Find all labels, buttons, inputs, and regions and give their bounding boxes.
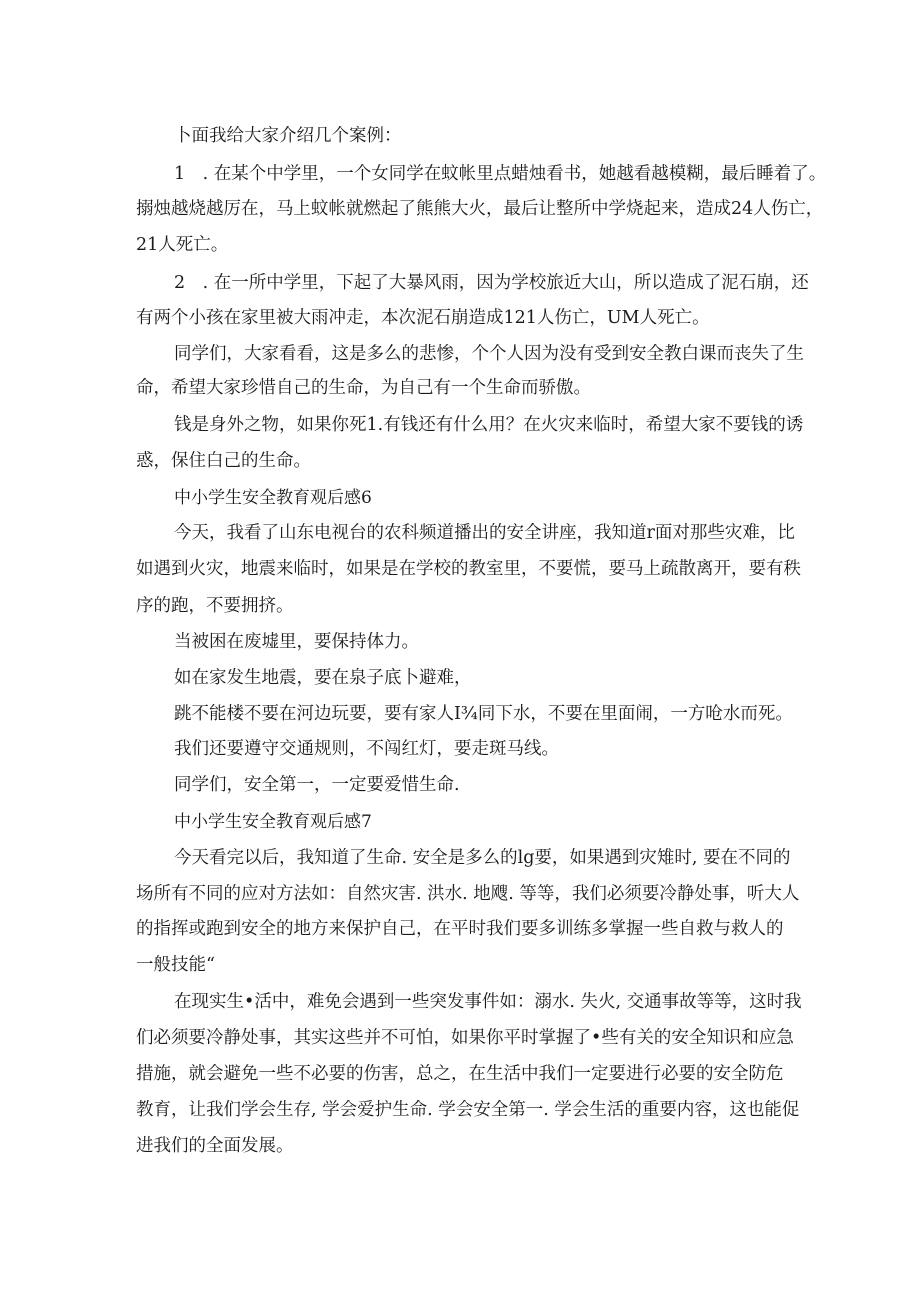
section-heading-6: 中小学生安全教育观后感6 <box>174 488 372 508</box>
reality-line-3: 措施，就会避免一些不必要的伤害，总之，在生活中我们一定要进行必要的安全防危 <box>136 1064 784 1084</box>
tv-line-2: 如遇到火灾，地震来临时，如果是在学校的教室里，不要慌，要马上疏散离开，要有秩 <box>136 559 801 579</box>
reality-line-4: 教育，让我们学会生存, 学会爱护生命. 学会安全第一. 学会生活的重要内容，这也能促 <box>136 1100 800 1120</box>
reality-line-1: 在现实生•活中，难免会遇到一些突发事件如：溺水. 失火, 交通事故等等，这时我 <box>174 992 802 1012</box>
today-line-3: 的指挥或跑到安全的地方来保护自己，在平时我们要多训练多掌握一些自救与救人的 <box>136 919 784 939</box>
money-line-2: 惑，保住白己的生命。 <box>136 451 311 471</box>
river-line: 跳不能楼不要在河边玩要，要有家人I¾同下水，不要在里面闹，一方呛水而死。 <box>174 704 793 724</box>
case1-line-1: 1 . 在某个中学里，一个女同学在蚊帐里点蜡烛看书，她越看越模糊，最后睡着了。 <box>174 164 827 184</box>
safety-class-line-2: 命，希望大家珍惜自己的生命，为自己有一个生命而骄傲。 <box>136 378 591 398</box>
case1-line-2: 搦烛越烧越厉在，马上蚊帐就燃起了熊熊大火，最后让整所中学烧起来，造成24人伤亡， <box>136 199 824 219</box>
tv-line-3: 序的跑，不要拥挤。 <box>136 596 294 616</box>
reality-line-2: 们必须要冷静处事，其实这些并不可怕，如果你平时掌握了•些有关的安全知识和应急 <box>136 1028 794 1048</box>
case2-line-2: 有两个小孩在家里被大雨冲走，本次泥石崩造成121人伤亡，UM人死亡。 <box>136 308 710 328</box>
tv-line-1: 今天，我看了山东电视台的农科频道播出的安全讲座，我知道r面对那些灾难，比 <box>174 523 795 543</box>
ruins-line: 当被困在废墟里，要保持体力。 <box>174 632 419 652</box>
case1-line-3: 21人死亡。 <box>136 235 229 255</box>
traffic-line: 我们还要遵守交通规则，不闯红灯，要走斑马线。 <box>174 739 559 759</box>
reality-line-5: 进我们的全面发展。 <box>136 1136 294 1156</box>
section-heading-7: 中小学生安全教育观后感7 <box>174 812 372 832</box>
safety-first-line: 同学们，安全第一，一定要爱惜生命. <box>174 775 460 795</box>
money-line-1: 钱是身外之物，如果你死1.有钱还有什么用？在火灾来临时，希望大家不要钱的诱 <box>174 415 804 435</box>
case2-line-1: 2 . 在一所中学里，下起了大暴风雨，因为学校旅近大山，所以造成了泥石崩，还 <box>174 273 809 293</box>
intro-line: 卜面我给大家介绍几个案例： <box>174 126 402 146</box>
today-line-1: 今天看完以后，我知道了生命. 安全是多么的lg要，如果遇到灾雉时, 要在不同的 <box>174 848 791 868</box>
safety-class-line-1: 同学们，大家看看，这是多么的悲惨，个个人因为没有受到安全教白课而丧失了生 <box>174 344 804 364</box>
today-line-4: 一般技能“ <box>136 955 215 975</box>
today-line-2: 场所有不同的应对方法如：自然灾害. 洪水. 地飕. 等等，我们必须要冷静处事，听大人 <box>136 884 800 904</box>
earthquake-line: 如在家发生地震，要在泉子底卜避难， <box>174 668 472 688</box>
